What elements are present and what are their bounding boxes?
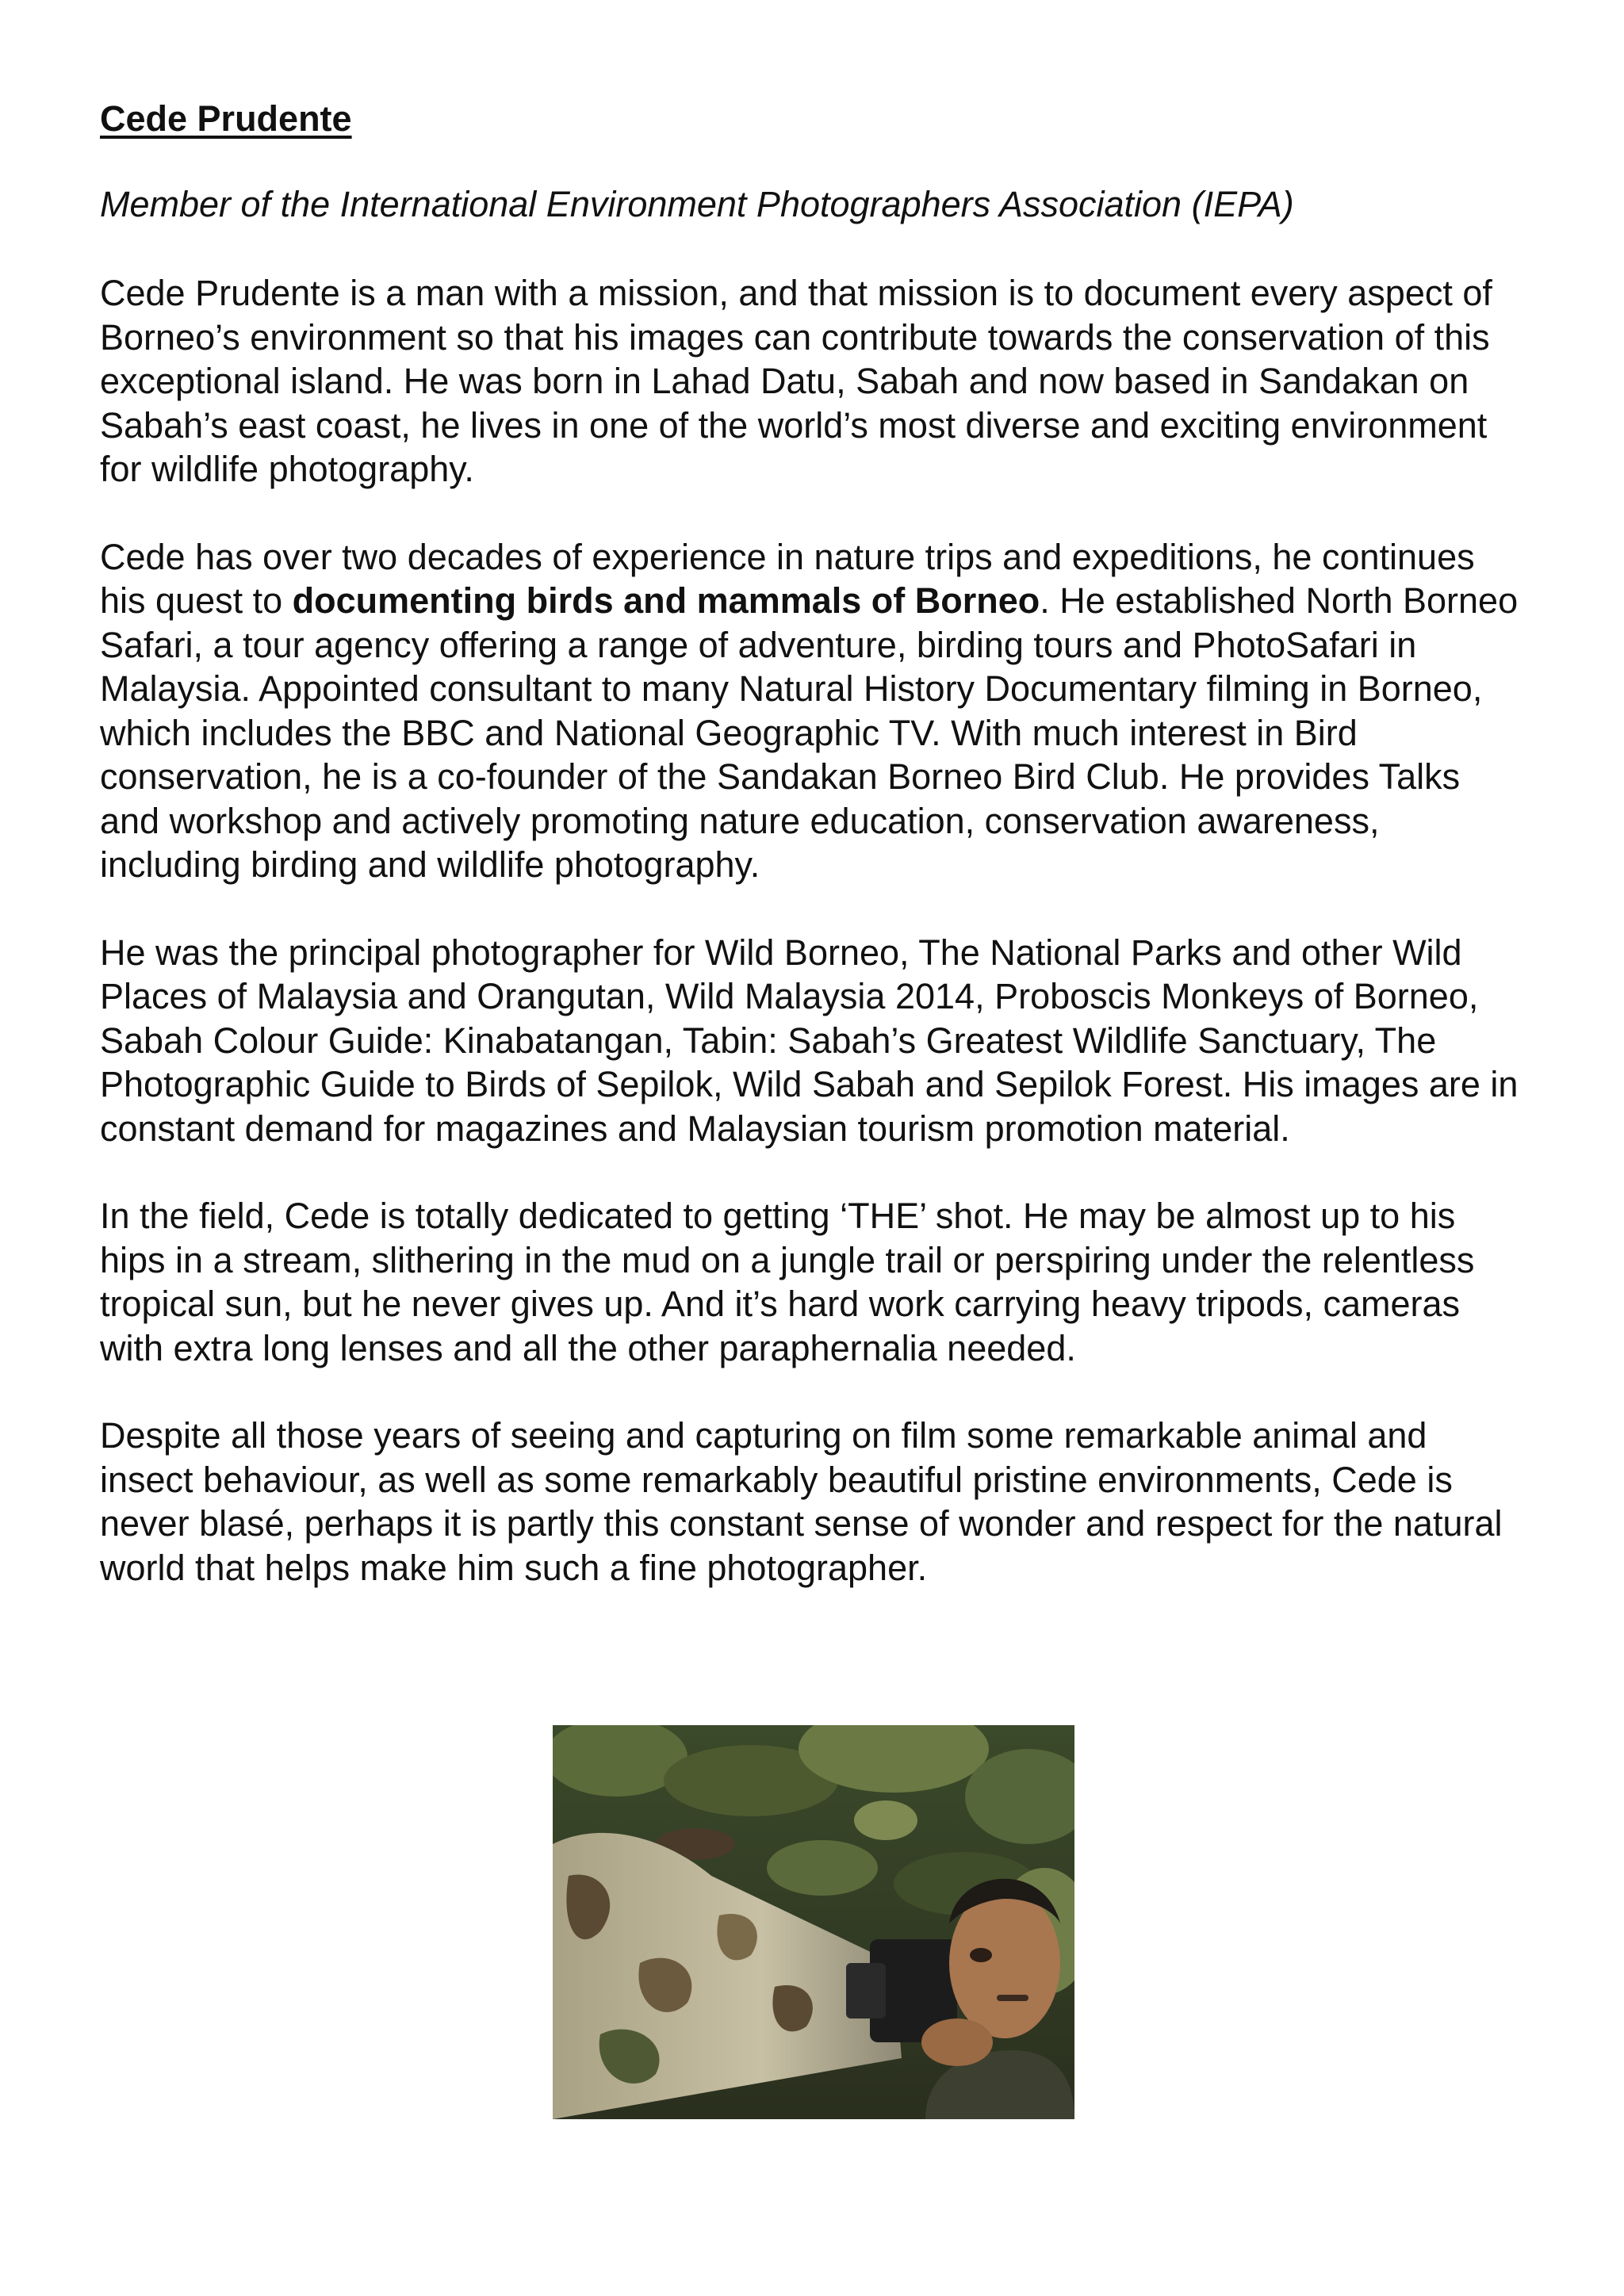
paragraph-fieldwork: In the field, Cede is totally dedicated to getting ‘THE’ shot. He may be almost up to his hips in a stream, slithering in the mud on a jungle trail or perspiring under the relentless tropical sun, but he never gives up. And it’s hard work carrying heavy tripods, cameras with extra long lenses and all the other paraphernalia needed.: [100, 1196, 1475, 1368]
photographer-portrait-image: [553, 1725, 1074, 2119]
paragraph-intro: Cede Prudente is a man with a mission, and that mission is to document every aspect of Borneo’s environment so that his images can contribute towards the conservation of this exceptional island. He was born in Lahad Datu, Sabah and now based in Sandakan on Sabah’s east coast, he lives in one of the world’s most diverse and exciting environment for wildlife photography.: [100, 273, 1492, 489]
document-title: Cede Prudente: [100, 98, 352, 139]
paragraph-experience-emphasis: documenting birds and mammals of Borneo: [292, 580, 1040, 621]
paragraph-experience-start: Cede has over two decades of experience in nature trips and expeditions, he continues his quest to: [100, 536, 1475, 621]
paragraph-publications: He was the principal photographer for Wild Borneo, The National Parks and other Wild Places of Malaysia and Orangutan, Wild Malaysia 2014, Proboscis Monkeys of Borneo, Sabah Colour Guide: Kinabatangan, Tabin: Sabah’s Greatest Wildlife Sanctuary, The Photographic Guide to Birds of Sepilok, Wild Sabah and Sepilok Forest. His images are in constant demand for magazines and Malaysian tourism promotion material.: [100, 932, 1519, 1149]
document-subtitle: Member of the International Environment Photographers Association (IEPA): [100, 184, 1294, 224]
photographer-portrait-illustration: [553, 1725, 1074, 2119]
paragraph-closing: Despite all those years of seeing and capturing on film some remarkable animal and insect behaviour, as well as some remarkably beautiful pristine environments, Cede is never blasé, perhaps it is partly this constant sense of wonder and respect for the natural world that helps make him such a fine photographer.: [100, 1415, 1503, 1588]
paragraph-experience-end: . He established North Borneo Safari, a tour agency offering a range of adventure, birding tours and PhotoSafari in Malaysia. Appointed consultant to many Natural History Documentary filming in Borneo, which includes the BBC and National Geographic TV. With much interest in Bird conservation, he is a co-founder of the Sandakan Borneo Bird Club. He provides Talks and workshop and actively promoting nature education, conservation awareness, including birding and wildlife photography.: [100, 580, 1519, 885]
paragraph-experience: [100, 535, 1527, 887]
document-page: [100, 97, 1527, 1633]
